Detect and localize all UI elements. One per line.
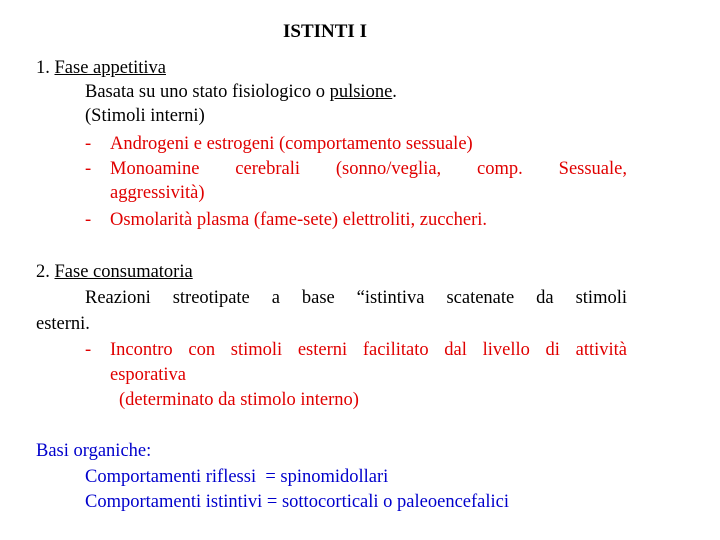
section2-line1: Reazioni streotipate a base “istintiva scatenate da stimoli [85, 288, 627, 308]
section1-pulsione: pulsione [329, 82, 393, 102]
section3-heading: Basi organiche: [36, 441, 152, 461]
section2-heading-line [36, 260, 193, 284]
section1-bullet-2-cont: aggressività) [110, 183, 205, 203]
section1-line1-period: . [392, 82, 397, 102]
section2-bullet-1-cont: esporativa [110, 365, 187, 385]
section2-bullet-dash: - [85, 340, 92, 360]
section1-number: 1. [36, 58, 55, 78]
section1-bullet-3: Osmolarità plasma (fame-sete) elettroliti, zuccheri. [110, 210, 488, 230]
section1-line1-text: Basata su uno stato fisiologico o [85, 82, 330, 102]
section2-line2: esterni. [36, 314, 90, 334]
section2-bullet-1: Incontro con stimoli esterni facilitato dal livello di attività [110, 340, 627, 360]
section3-line1: Comportamenti riflessi = spinomidollari [85, 467, 389, 487]
section3-line2: Comportamenti istintivi = sottocorticali o paleoencefalici [85, 492, 510, 512]
section1-heading: Fase appetitiva [54, 58, 166, 78]
slide-title: ISTINTI I [283, 21, 367, 42]
section2-bullet-1-note: (determinato da stimolo interno) [119, 390, 359, 410]
section1-bullet-2: Monoamine cerebrali (sonno/veglia, comp. Sessuale, [110, 159, 627, 179]
section1-heading-line [36, 56, 166, 80]
section1-bullet-dash: - [85, 134, 92, 154]
section1-bullet-dash: - [85, 159, 92, 179]
section2-heading: Fase consumatoria [54, 262, 193, 282]
section1-bullet-dash: - [85, 210, 92, 230]
section1-bullet-1: Androgeni e estrogeni (comportamento sessuale) [110, 134, 473, 154]
section2-number: 2. [36, 262, 55, 282]
section1-line2: (Stimoli interni) [85, 106, 205, 126]
section1-line1 [85, 80, 397, 104]
